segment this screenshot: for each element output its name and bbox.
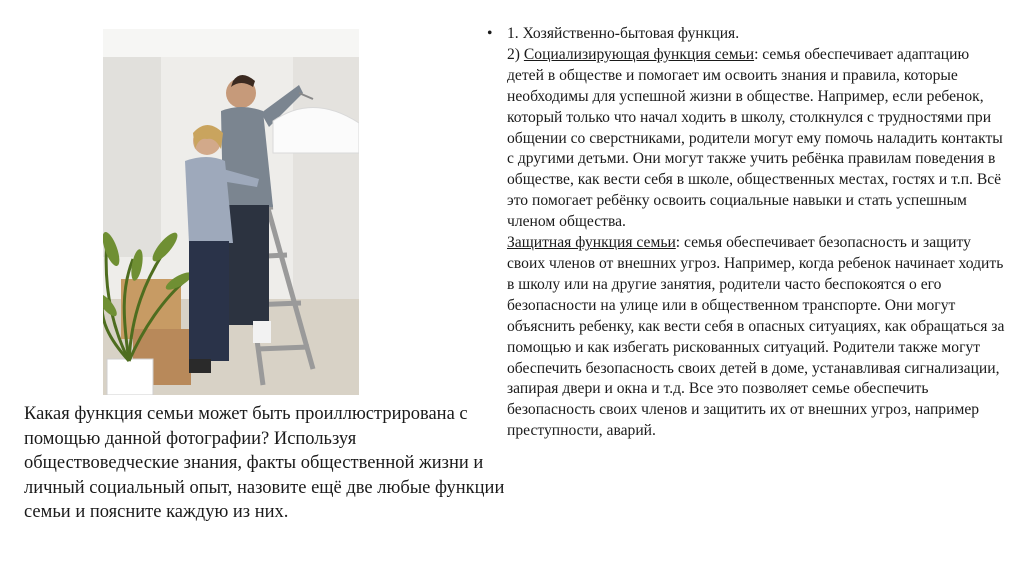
protective-function-title: Защитная функция семьи bbox=[507, 234, 676, 252]
family-photo bbox=[103, 29, 359, 395]
answer-item2-prefix: 2) bbox=[507, 45, 524, 63]
answer-item bbox=[487, 24, 1007, 442]
socialization-function-title: Социализирующая функция семьи bbox=[523, 45, 755, 63]
answer-list bbox=[487, 24, 1007, 442]
socialization-function-text: : семья обеспечивает адаптацию детей в обществе и помогает им освоить знания и правила, которые необходимы для успешной жизни в обществе. Например, если ребенок, который только что начал ходить в школу, столкнулся с трудностями при общении со сверстниками, родители могут ему помочь наладить контакты с другими детьми. Они могут также учить ребёнка правилам поведения в обществе, как вести себя в школе, общественных местах, гостях и т.п. Всё это помогает ребёнку освоить социальные навыки и стать успешным членом общества. bbox=[507, 45, 1003, 231]
protective-function-text: : семья обеспечивает безопасность и защиту своих членов от внешних угроз. Например, когда ребенок начинает ходить в школу или на другие занятия, родители часто беспокоятся о его безопасности на улице или в общественном транспорте. Они могут объяснить ребенку, как вести себя в опасных ситуациях, как обращаться за помощью и как избегать рискованных ситуаций. Родители также могут обеспечить безопасность своих детей в доме, устанавливая сигнализации, запирая двери и окна и т.д. Все это позволяет семье обеспечить безопасность своих членов и защитить их от внешних угроз, например преступности, аварий. bbox=[507, 234, 1005, 440]
answer-line-1: 1. Хозяйственно-бытовая функция. bbox=[507, 25, 740, 42]
question-text: Какая функция семьи может быть проиллюстрирована с помощью данной фотографии? Используя обществоведческие знания, факты общественной жизни и личный социальный опыт, назовите ещё две любые функции семьи и поясните каждую из них. bbox=[24, 404, 505, 522]
bullet-icon: • bbox=[487, 25, 493, 42]
family-photo-illustration bbox=[103, 29, 359, 395]
